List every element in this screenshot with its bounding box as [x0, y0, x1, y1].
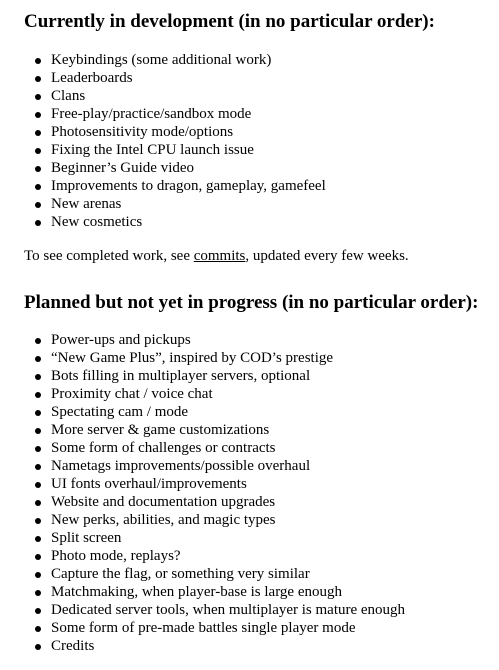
list-item-text: New cosmetics: [51, 214, 143, 230]
list-item: [24, 367, 499, 385]
list-item-text: Some form of challenges or contracts: [51, 440, 276, 456]
list-item: [24, 583, 499, 601]
list-item-text: New arenas: [51, 196, 122, 212]
bullet-icon: [35, 626, 41, 632]
bullet-icon: [35, 374, 41, 380]
list-item-text: Credits: [51, 638, 95, 654]
list-item: [24, 177, 499, 195]
list-item-text: “New Game Plus”, inspired by COD’s prestige: [51, 350, 334, 366]
list-item: [24, 457, 499, 475]
planned-list: [24, 331, 499, 655]
list-item: [24, 493, 499, 511]
list-item-text: Leaderboards: [51, 70, 133, 86]
list-item-text: Photosensitivity mode/options: [51, 124, 234, 140]
list-item-text: UI fonts overhaul/improvements: [51, 476, 247, 492]
bullet-icon: [35, 184, 41, 190]
current-development-list: [24, 51, 499, 231]
bullet-icon: [35, 94, 41, 100]
bullet-icon: [35, 130, 41, 136]
bullet-icon: [35, 392, 41, 398]
bullet-icon: [35, 166, 41, 172]
bullet-icon: [35, 410, 41, 416]
list-item: [24, 619, 499, 637]
list-item-text: Improvements to dragon, gameplay, gamefeel: [51, 178, 326, 194]
bullet-icon: [35, 356, 41, 362]
list-item-text: Power-ups and pickups: [51, 332, 191, 348]
list-item: [24, 123, 499, 141]
list-item-text: New perks, abilities, and magic types: [51, 512, 276, 528]
list-item-text: Dedicated server tools, when multiplayer is mature enough: [51, 602, 406, 618]
bullet-icon: [35, 590, 41, 596]
list-item-text: More server & game customizations: [51, 422, 270, 438]
bullet-icon: [35, 338, 41, 344]
list-item: [24, 213, 499, 231]
bullet-icon: [35, 148, 41, 154]
bullet-icon: [35, 572, 41, 578]
commits-link[interactable]: commits: [193, 248, 246, 264]
bullet-icon: [35, 220, 41, 226]
bullet-icon: [35, 482, 41, 488]
bullet-icon: [35, 500, 41, 506]
note-text-after: , updated every few weeks.: [245, 248, 409, 264]
bullet-icon: [35, 536, 41, 542]
list-item-text: Spectating cam / mode: [51, 404, 189, 420]
bullet-icon: [35, 554, 41, 560]
bullet-icon: [35, 608, 41, 614]
bullet-icon: [35, 644, 41, 650]
list-item: [24, 159, 499, 177]
list-item-text: Free-play/practice/sandbox mode: [51, 106, 252, 122]
bullet-icon: [35, 112, 41, 118]
list-item-text: Beginner’s Guide video: [51, 160, 195, 176]
list-item: [24, 511, 499, 529]
list-item-text: Matchmaking, when player-base is large enough: [51, 584, 342, 600]
list-item: [24, 547, 499, 565]
bullet-icon: [35, 58, 41, 64]
list-item: [24, 195, 499, 213]
list-item: [24, 51, 499, 69]
bullet-icon: [35, 428, 41, 434]
list-item: [24, 69, 499, 87]
bullet-icon: [35, 518, 41, 524]
list-item: [24, 87, 499, 105]
list-item-text: Photo mode, replays?: [51, 548, 181, 564]
list-item-text: Website and documentation upgrades: [51, 494, 276, 510]
list-item: [24, 403, 499, 421]
list-item-text: Some form of pre-made battles single player mode: [51, 620, 356, 636]
bullet-icon: [35, 464, 41, 470]
list-item: [24, 565, 499, 583]
list-item-text: Keybindings (some additional work): [51, 52, 272, 68]
note-text-before: To see completed work, see: [24, 248, 194, 264]
list-item: [24, 331, 499, 349]
list-item: [24, 529, 499, 547]
list-item: [24, 439, 499, 457]
planned-heading: Planned but not yet in progress (in no particular order):: [24, 292, 479, 313]
list-item: [24, 349, 499, 367]
list-item: [24, 105, 499, 123]
list-item-text: Bots filling in multiplayer servers, optional: [51, 368, 311, 384]
list-item: [24, 141, 499, 159]
list-item: [24, 421, 499, 439]
completed-work-note: [24, 247, 499, 265]
list-item-text: Fixing the Intel CPU launch issue: [51, 142, 254, 158]
bullet-icon: [35, 446, 41, 452]
list-item-text: Proximity chat / voice chat: [51, 386, 213, 402]
list-item: [24, 385, 499, 403]
list-item-text: Nametags improvements/possible overhaul: [51, 458, 311, 474]
bullet-icon: [35, 76, 41, 82]
bullet-icon: [35, 202, 41, 208]
list-item: [24, 601, 499, 619]
list-item-text: Capture the flag, or something very similar: [51, 566, 310, 582]
current-development-heading: Currently in development (in no particular order):: [24, 11, 435, 32]
list-item-text: Clans: [51, 88, 86, 104]
list-item: [24, 637, 499, 655]
list-item-text: Split screen: [51, 530, 122, 546]
list-item: [24, 475, 499, 493]
